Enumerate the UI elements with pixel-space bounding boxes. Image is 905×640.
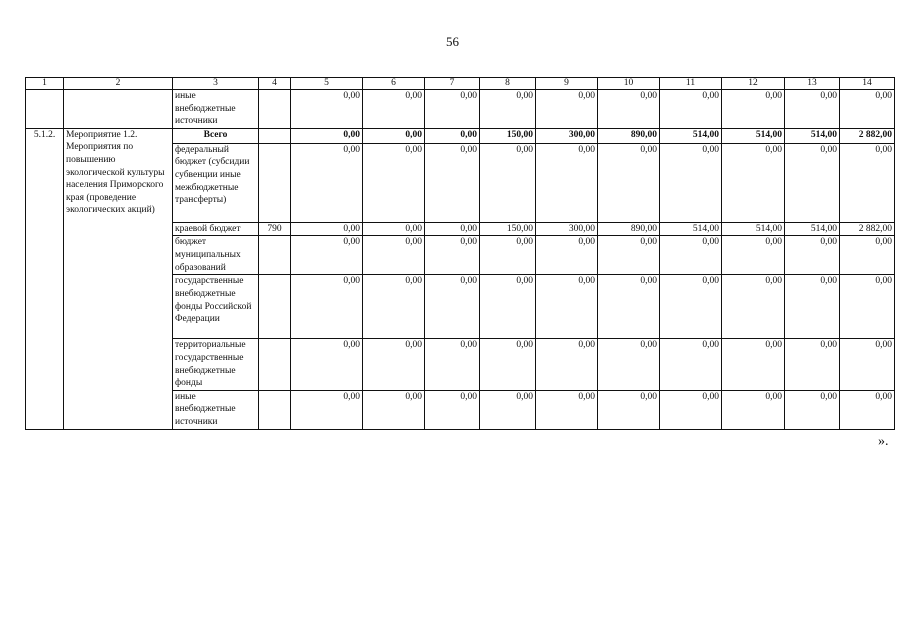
amount-cell: 2 882,00 [840, 128, 895, 143]
table-row [26, 90, 895, 129]
amount-cell: 0,00 [363, 222, 425, 236]
amount-cell: 0,00 [363, 275, 425, 339]
amount-cell: 0,00 [598, 90, 660, 129]
amount-cell: 0,00 [722, 143, 785, 222]
amount-cell: 300,00 [536, 222, 598, 236]
amount-cell: 0,00 [785, 90, 840, 129]
closing-mark: ». [878, 434, 889, 449]
amount-cell: 0,00 [425, 339, 480, 390]
amount-cell: 0,00 [480, 236, 536, 275]
amount-cell: 0,00 [363, 143, 425, 222]
amount-cell: 0,00 [291, 90, 363, 129]
column-number: 10 [598, 78, 660, 90]
amount-cell: 0,00 [425, 128, 480, 143]
amount-cell: 0,00 [785, 390, 840, 429]
amount-cell: 0,00 [722, 90, 785, 129]
column-number: 13 [785, 78, 840, 90]
amount-cell: 0,00 [291, 275, 363, 339]
amount-cell: 0,00 [291, 390, 363, 429]
column-number: 7 [425, 78, 480, 90]
column-number: 14 [840, 78, 895, 90]
budget-code [259, 128, 291, 143]
column-number: 4 [259, 78, 291, 90]
amount-cell: 0,00 [363, 236, 425, 275]
amount-cell: 0,00 [840, 339, 895, 390]
amount-cell: 0,00 [840, 390, 895, 429]
column-number: 12 [722, 78, 785, 90]
amount-cell: 0,00 [840, 236, 895, 275]
page-number: 56 [446, 34, 459, 49]
amount-cell: 0,00 [660, 390, 722, 429]
column-number: 3 [173, 78, 259, 90]
amount-cell: 0,00 [785, 143, 840, 222]
amount-cell: 0,00 [291, 339, 363, 390]
amount-cell: 514,00 [660, 128, 722, 143]
amount-cell: 514,00 [722, 128, 785, 143]
amount-cell: 0,00 [785, 236, 840, 275]
funding-source: Всего [173, 128, 259, 143]
amount-cell: 0,00 [840, 143, 895, 222]
amount-cell: 0,00 [722, 236, 785, 275]
amount-cell: 0,00 [785, 275, 840, 339]
table-row [26, 128, 895, 143]
amount-cell: 0,00 [598, 275, 660, 339]
amount-cell: 0,00 [425, 275, 480, 339]
amount-cell: 150,00 [480, 222, 536, 236]
header-row [26, 78, 895, 90]
amount-cell: 0,00 [480, 90, 536, 129]
table-body [26, 78, 895, 430]
amount-cell: 0,00 [480, 390, 536, 429]
amount-cell: 514,00 [785, 222, 840, 236]
amount-cell: 514,00 [785, 128, 840, 143]
amount-cell: 0,00 [660, 236, 722, 275]
amount-cell: 0,00 [425, 222, 480, 236]
amount-cell: 0,00 [536, 90, 598, 129]
column-number: 1 [26, 78, 64, 90]
amount-cell: 2 882,00 [840, 222, 895, 236]
budget-code [259, 143, 291, 222]
funding-source: федеральный бюджет (субсидии субвенции иные межбюджетные трансферты) [173, 143, 259, 222]
amount-cell: 0,00 [598, 143, 660, 222]
budget-code [259, 236, 291, 275]
amount-cell: 0,00 [598, 390, 660, 429]
funding-source: краевой бюджет [173, 222, 259, 236]
amount-cell: 0,00 [425, 90, 480, 129]
amount-cell: 0,00 [722, 390, 785, 429]
column-number: 6 [363, 78, 425, 90]
amount-cell: 0,00 [425, 236, 480, 275]
amount-cell: 514,00 [660, 222, 722, 236]
amount-cell: 0,00 [840, 275, 895, 339]
amount-cell: 150,00 [480, 128, 536, 143]
amount-cell: 0,00 [363, 128, 425, 143]
column-number: 9 [536, 78, 598, 90]
empty-cell [26, 90, 64, 129]
amount-cell: 0,00 [660, 275, 722, 339]
measure-title: Мероприятие 1.2. Мероприятия по повышению экологической культуры населения Приморского края (проведение экологических акций) [64, 128, 173, 429]
amount-cell: 0,00 [722, 275, 785, 339]
amount-cell: 0,00 [425, 143, 480, 222]
amount-cell: 890,00 [598, 222, 660, 236]
amount-cell: 0,00 [480, 143, 536, 222]
empty-cell [259, 90, 291, 129]
amount-cell: 0,00 [785, 339, 840, 390]
amount-cell: 0,00 [536, 339, 598, 390]
amount-cell: 0,00 [536, 275, 598, 339]
amount-cell: 0,00 [536, 390, 598, 429]
amount-cell: 0,00 [291, 236, 363, 275]
funding-source: иные внебюджетные источники [173, 90, 259, 129]
amount-cell: 0,00 [425, 390, 480, 429]
amount-cell: 0,00 [291, 143, 363, 222]
measure-code: 5.1.2. [26, 128, 64, 429]
amount-cell: 0,00 [291, 222, 363, 236]
amount-cell: 0,00 [363, 339, 425, 390]
budget-code [259, 339, 291, 390]
amount-cell: 0,00 [363, 390, 425, 429]
amount-cell: 0,00 [363, 90, 425, 129]
column-number: 8 [480, 78, 536, 90]
amount-cell: 0,00 [598, 236, 660, 275]
column-number: 2 [64, 78, 173, 90]
funding-source: бюджет муниципальных образований [173, 236, 259, 275]
amount-cell: 0,00 [291, 128, 363, 143]
funding-source: иные внебюджетные источники [173, 390, 259, 429]
amount-cell: 514,00 [722, 222, 785, 236]
amount-cell: 0,00 [480, 339, 536, 390]
budget-code [259, 275, 291, 339]
funding-source: государственные внебюджетные фонды Российской Федерации [173, 275, 259, 339]
amount-cell: 890,00 [598, 128, 660, 143]
amount-cell: 0,00 [660, 339, 722, 390]
budget-code [259, 390, 291, 429]
budget-code: 790 [259, 222, 291, 236]
funding-source: территориальные государственные внебюджетные фонды [173, 339, 259, 390]
amount-cell: 300,00 [536, 128, 598, 143]
amount-cell: 0,00 [536, 236, 598, 275]
amount-cell: 0,00 [598, 339, 660, 390]
column-number: 11 [660, 78, 722, 90]
amount-cell: 0,00 [536, 143, 598, 222]
budget-table [25, 77, 895, 430]
amount-cell: 0,00 [840, 90, 895, 129]
amount-cell: 0,00 [660, 143, 722, 222]
column-number: 5 [291, 78, 363, 90]
amount-cell: 0,00 [480, 275, 536, 339]
empty-cell [64, 90, 173, 129]
amount-cell: 0,00 [722, 339, 785, 390]
amount-cell: 0,00 [660, 90, 722, 129]
